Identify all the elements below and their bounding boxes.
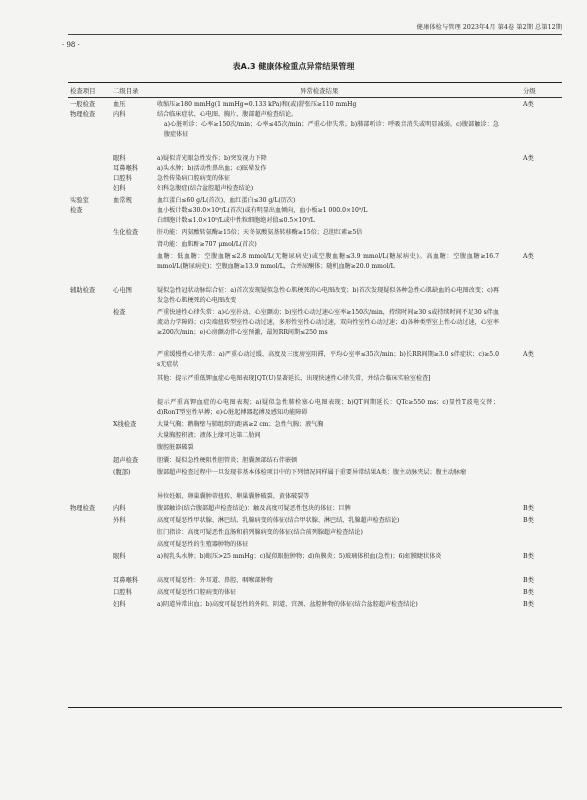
row-result-text: 胆囊：疑似急性梗阻性胆管炎；胆囊颈部结石伴嵌顿: [157, 457, 298, 464]
column-header-result: 异常检查结果: [300, 87, 339, 95]
column-header-item: 检查项目: [70, 87, 96, 95]
row-result-text: 腹部超声检查过程中一旦发现非基本体检项目中的下列情况同样属于重要异常结果A类：腹主动脉夹层；腹主动脉瘤: [157, 469, 467, 476]
row-grade-label: B类: [523, 517, 534, 524]
row-subcategory-label: X线检查: [113, 421, 137, 428]
row-result-text: 疑似急性冠状动脉综合征：a)首次发现疑似急性心肌梗死的心电图改变；b)首次发现疑似各种急性心肌缺血的心电图改变；c)再发急性心肌梗死的心电图改变: [157, 287, 499, 304]
row-result-text: 肝功能：丙氨酸转氨酶≥15倍；天冬氨酸氨基转移酶≥15倍；总胆红素≥5倍: [157, 229, 363, 236]
page-number: · 98 ·: [62, 41, 80, 49]
row-result-text: a)头水肿；b)活动性鼻出血；c)眩晕发作: [157, 165, 267, 172]
row-grade-label: A类: [523, 101, 534, 108]
row-subcategory-label: (腹部): [113, 469, 131, 476]
row-subcategory-label: 口腔科: [113, 589, 132, 596]
row-result-text: 高度可疑恶性的生殖器肿物的体征: [157, 541, 249, 548]
row-item-label: 物理检查: [70, 111, 96, 118]
row-item-label: 物理检查: [70, 505, 96, 512]
row-item-label: 实验室: [70, 197, 89, 204]
row-result-text: 血红蛋白≤60 g/L(首次)，血红蛋白≤30 g/L(历次): [157, 197, 296, 204]
row-grade-label: B类: [523, 553, 534, 560]
row-subcategory-label: 超声检查: [113, 457, 139, 464]
row-result-text: a)疑似青光眼急性发作；b)突发视力下降: [157, 155, 267, 162]
row-subcategory-label: 检查: [113, 309, 126, 316]
row-grade-label: A类: [523, 155, 534, 162]
row-grade-label: B类: [523, 601, 534, 608]
row-subcategory-label: 耳鼻喉科: [113, 577, 139, 584]
row-grade-label: A类: [523, 351, 534, 358]
row-subcategory-label: 生化检查: [113, 229, 139, 236]
row-result-text: 大量气胸；鹅胸壁与肺组织的距离≥2 cm；急性气胸；液气胸: [157, 421, 324, 428]
row-subcategory-label: 内科: [113, 111, 126, 118]
row-result-text: 白细胞计数≤1.0×10⁹/L或中性粒细胞绝对值≤0.5×10⁹/L: [157, 217, 315, 224]
row-result-text: 提示严重高钾血症的心电图表现；a)疑似急性肺栓塞心电图表现；b)QT间期延长：QTc≥550 ms；c)显性T波电交替；d)RonT型室性早搏；e)心脏起搏器起搏及感知功能障碍: [157, 399, 499, 416]
column-header-subcategory: 二级目录: [113, 87, 139, 95]
row-subcategory-label: 内科: [113, 505, 126, 512]
row-item-label: 辅助检查: [70, 287, 96, 294]
row-subcategory-label: 外科: [113, 517, 126, 524]
row-subcategory-label: 口腔科: [113, 175, 132, 182]
row-result-text: 肾功能：血肌酐≥707 μmol/L(首次): [157, 241, 257, 248]
row-subcategory-label: 眼科: [113, 553, 126, 560]
header-rule: [68, 34, 562, 35]
row-grade-label: B类: [523, 589, 534, 596]
row-subcategory-label: 妇科: [113, 601, 126, 608]
row-result-text: a)视乳头水肿；b)眼压>25 mmHg；c)疑似眼脏肿物；d)角膜炎；5)玻璃体积血(急性)；6)虹膜睫状体炎: [157, 553, 442, 560]
row-grade-label: B类: [523, 505, 534, 512]
row-result-text: 结合临床症状、心电图、胸片、腹部超声检查结论。: [157, 111, 298, 118]
row-result-text: 腹腔脏器破裂: [157, 444, 194, 451]
row-result-text: 其他：提示严重低钾血症心电图表现[QT(U)显著延长、出现快速性心律失常，并结合临床实验室检查]: [157, 375, 431, 382]
row-subcategory-label: 血常规: [113, 197, 132, 204]
row-result-text: 严重缓慢性心律失常：a)严重心动过缓、高度及三度房室阻滞，平均心室率≤35次/min；b)长RR间期≥3.0 s伴症状；c)≥5.0 s无症状: [157, 351, 499, 368]
column-header-grade: 分级: [523, 87, 536, 95]
row-subcategory-label: 眼科: [113, 155, 126, 162]
row-result-text: 高度可疑恶性口腔病变的体征: [157, 589, 237, 596]
row-grade-label: B类: [523, 577, 534, 584]
row-result-text: 肛门指诊：高度可疑恶性直肠和前列腺病变的体征(结合前列腺超声检查结论): [157, 529, 363, 536]
row-result-text: 高度可疑恶性：外耳道、鼻腔、咽喉部肿物: [157, 577, 273, 584]
row-result-text: 大量胸腔积液；液体上缘可达第二肋间: [157, 432, 261, 439]
row-result-text: 异位妊娠、卵巢囊肿蒂扭转、卵巢囊肿破裂、黄体破裂等: [157, 493, 310, 500]
row-subcategory-label: 妇科: [113, 185, 126, 192]
row-result-text: 严重快速性心律失常：a)心室扑动、心室颤动；b)室性心动过速心室率≥150次/min，持续时间≥30 s或持续时间不足30 s伴血流动力学障碍；c)尖端扭转型室性心动过速，多形性室性心动过速，双向性室性心动过速；d)各种类型室上性心动过速，心室率≥200次/min；e)心房颤动伴心室预激，最短RR间期≤250 ms: [157, 309, 499, 336]
row-item-label: 一般检查: [70, 101, 96, 108]
row-result-text: 妇科急腹症(结合盆腔超声检查结论): [157, 185, 254, 192]
row-item-label: 检查: [70, 207, 83, 214]
row-subcategory-label: 耳鼻喉科: [113, 165, 139, 172]
row-result-text: 收缩压≥180 mmHg(1 mmHg=0.133 kPa)和(或)舒张压≥110 mmHg: [157, 101, 357, 108]
table-title: 表A.3 健康体检重点异常结果管理: [232, 62, 355, 71]
table-bottom-rule: [68, 707, 562, 708]
table-top-rule: [68, 82, 562, 83]
journal-header: 健康体检与管理 2023年4月 第4卷 第2期 总第12期: [416, 24, 562, 31]
row-result-text: a)心脏听诊：心率≥150次/min；心率≤45次/min；严重心律失常。b)肺部听诊：呼吸音消失或明显减弱。c)腹部触诊：急腹症体征: [164, 121, 499, 138]
row-result-text: 血小板计数≤30.0×10⁹/L(首次)或有明显出血倾向，血小板≥1 000.0×10⁹/L: [157, 207, 368, 214]
row-subcategory-label: 血压: [113, 101, 126, 108]
row-result-text: 血糖：低血糖：空腹血糖≤2.8 mmol/L(无糖尿病史)或空腹血糖≤3.9 mmol/L(糖尿病史)。高血糖：空腹血糖≥16.7 mmol/L(糖尿病史)；空腹血糖≥13.9 mmol/L，合并尿酮体；随机血糖≥20.0 mmol/L: [157, 253, 499, 270]
table-header-rule: [68, 97, 562, 98]
row-grade-label: A类: [523, 253, 534, 260]
row-result-text: a)阴道异常出血；b)高度可疑恶性的外阴、阴道、宫颈、盆腔肿物的体征(结合盆腔超声检查结论): [157, 601, 418, 608]
row-result-text: 急性传染病口腔病变的体征: [157, 175, 231, 182]
row-subcategory-label: 心电图: [113, 287, 132, 294]
row-result-text: 腹部触诊(结合腹部超声检查结论)：触及高度可疑恶性包块的体征；巨脾: [157, 505, 351, 512]
row-result-text: 高度可疑恶性甲状腺、淋巴结、乳腺病变的体征(结合甲状腺、淋巴结、乳腺超声检查结论): [157, 517, 400, 524]
